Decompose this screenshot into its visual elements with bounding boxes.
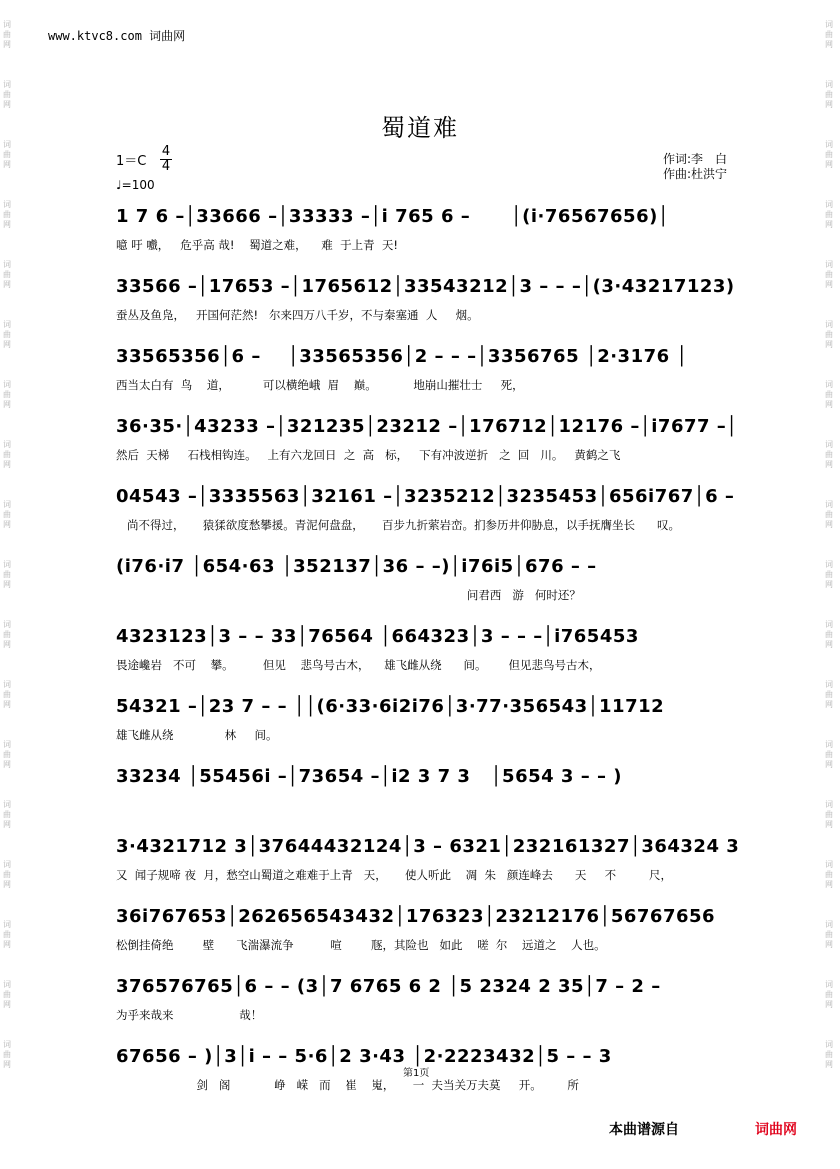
watermark-glyph: 曲 [3,30,11,39]
watermark-text [3,200,15,260]
watermark-glyph: 词 [3,380,11,389]
watermark-glyph: 曲 [825,930,833,939]
score-row [116,626,766,681]
watermark-glyph: 词 [3,740,11,749]
watermark-glyph: 网 [3,40,11,49]
watermark-glyph: 词 [3,500,11,509]
watermark-glyph: 曲 [825,330,833,339]
watermark-glyph: 网 [825,880,833,889]
lyrics-line: 畏途巉岩 不可 攀。 但见 悲鸟号古木， 雄飞雌从绕 间。 但见悲鸟号古木， [116,658,601,672]
watermark-glyph: 词 [825,200,833,209]
lyrics-line: 又 闻子规啼 夜 月，愁空山蜀道之难难于上青 天， 使人听此 凋 朱 颜连峰去 天 不 尺， [116,868,673,882]
watermark-glyph: 词 [825,620,833,629]
lyrics-line: 问君西 游 何时还？ [116,588,581,602]
watermark-text [825,260,837,320]
lyrics-line: 噫 吁 嚱， 危乎高 哉! 蜀道之难， 难 于上青 天! [116,238,399,252]
watermark-glyph: 词 [3,440,11,449]
lyrics-line: 尚不得过， 猿猱欲度愁攀援。青泥何盘盘， 百步九折萦岩峦。扪参历井仰胁息，以手抚膺坐长 叹。 [116,518,680,532]
score-row [116,906,766,961]
notation-line: (i76·i7 │654·63 │352137│36 – –)│i76i5│676 – – [116,556,597,577]
watermark-text [825,560,837,620]
watermark-glyph: 网 [3,220,11,229]
notation-line: 67656 – )│3│i – – 5·6│2 3·43 │2·2223432│5 – – 3 [116,1046,612,1067]
watermark-text [825,1040,837,1100]
watermark-glyph: 网 [825,640,833,649]
lyrics-line: 为乎来哉来 哉！ [116,1008,263,1022]
watermark-glyph: 词 [825,140,833,149]
watermark-glyph: 曲 [825,390,833,399]
watermark-glyph: 词 [3,80,11,89]
watermark-glyph: 词 [825,980,833,989]
watermark-glyph: 词 [825,680,833,689]
source-label: 本曲谱源自 [609,1122,679,1138]
watermark-glyph: 网 [3,580,11,589]
watermark-glyph: 网 [3,400,11,409]
watermark-text [825,680,837,740]
watermark-glyph: 词 [825,260,833,269]
watermark-text [3,800,15,860]
watermark-text [3,20,15,80]
time-signature-bottom: 4 [161,159,171,174]
watermark-text [3,320,15,380]
watermark-text [825,920,837,980]
watermark-glyph: 网 [825,340,833,349]
site-link[interactable]: www.ktvc8.com 词曲网 [48,29,186,43]
score-row [116,416,766,471]
watermark-glyph: 曲 [3,810,11,819]
watermark-text [825,500,837,560]
watermark-glyph: 曲 [3,510,11,519]
watermark-glyph: 曲 [825,90,833,99]
watermark-glyph: 词 [3,20,11,29]
watermark-glyph: 网 [3,880,11,889]
watermark-glyph: 曲 [825,870,833,879]
watermark-glyph: 网 [3,160,11,169]
watermark-glyph: 词 [3,1040,11,1049]
watermark-glyph: 曲 [825,270,833,279]
watermark-text [3,380,15,440]
watermark-glyph: 词 [3,680,11,689]
watermark-glyph: 词 [825,800,833,809]
watermark-glyph: 词 [825,920,833,929]
watermark-text [3,1040,15,1100]
watermark-text [825,380,837,440]
score-row [116,556,766,611]
watermark-glyph: 曲 [3,90,11,99]
watermark-glyph: 曲 [825,990,833,999]
watermark-glyph: 网 [3,940,11,949]
watermark-glyph: 网 [3,460,11,469]
watermark-glyph: 网 [3,520,11,529]
watermark-text [3,980,15,1040]
tempo-marking: ♩=100 [116,178,155,192]
watermark-glyph: 网 [3,640,11,649]
composer: 作曲:杜洪宁 [663,167,728,181]
watermark-text [3,860,15,920]
notation-line: 36i767653│262656543432│176323│23212176│56767656 [116,906,716,927]
watermark-glyph: 曲 [825,690,833,699]
watermark-text [825,860,837,920]
score-row [116,346,766,401]
watermark-text [825,800,837,860]
watermark-glyph: 曲 [3,690,11,699]
watermark-text [3,920,15,980]
watermark-text [825,200,837,260]
score-row [116,766,766,821]
notation-line: 1 7 6 –│33666 –│33333 –│i 765 6 – │(i·76567656)│ [116,206,670,227]
watermark-glyph: 网 [825,760,833,769]
watermark-right-column [825,20,837,1100]
watermark-glyph: 网 [825,400,833,409]
watermark-text [825,740,837,800]
watermark-glyph: 词 [3,140,11,149]
watermark-glyph: 曲 [825,630,833,639]
score-row [116,976,766,1031]
watermark-text [825,320,837,380]
watermark-text [825,20,837,80]
watermark-glyph: 网 [3,280,11,289]
watermark-glyph: 词 [825,320,833,329]
score-row [116,696,766,751]
watermark-glyph: 曲 [3,570,11,579]
notation-line: 04543 –│3335563│32161 –│3235212│3235453│656i767│6 – [116,486,735,507]
notation-line: 33234 │55456i –│73654 –│i2 3 7 3 │5654 3 – – ) [116,766,622,787]
watermark-glyph: 曲 [3,210,11,219]
watermark-glyph: 曲 [3,870,11,879]
watermark-text [3,740,15,800]
notation-line: 376576765│6 – – (3│7 6765 6 2 │5 2324 2 35│7 – 2 – [116,976,661,997]
watermark-glyph: 词 [3,800,11,809]
watermark-glyph: 词 [825,20,833,29]
watermark-glyph: 网 [3,820,11,829]
watermark-glyph: 网 [825,700,833,709]
time-signature [160,145,172,174]
lyrics-line: 剑 阁 峥 嵘 而 崔 嵬， 一 夫当关万夫莫 开。 所 [116,1078,579,1092]
notation-line: 33565356│6 – │33565356│2 – – –│3356765 │2·3176 │ [116,346,688,367]
watermark-glyph: 词 [825,380,833,389]
watermark-glyph: 词 [825,500,833,509]
watermark-glyph: 曲 [825,450,833,459]
watermark-glyph: 曲 [825,30,833,39]
watermark-text [3,500,15,560]
score-row [116,206,766,261]
watermark-glyph: 曲 [825,510,833,519]
watermark-glyph: 网 [825,460,833,469]
watermark-glyph: 网 [3,340,11,349]
watermark-text [825,980,837,1040]
lyrics-line: 然后 天梯 石栈相钩连。 上有六龙回日 之 高 标， 下有冲波逆折 之 回 川。 黄鹤之飞 [116,448,621,462]
watermark-glyph: 词 [3,260,11,269]
watermark-left-column [3,20,15,1100]
watermark-glyph: 词 [825,440,833,449]
time-signature-top: 4 [161,144,171,159]
credits [663,152,727,182]
watermark-glyph: 词 [3,920,11,929]
watermark-text [3,560,15,620]
watermark-glyph: 曲 [825,750,833,759]
watermark-glyph: 曲 [3,330,11,339]
watermark-glyph: 词 [3,860,11,869]
score-row [116,836,766,891]
watermark-glyph: 曲 [3,390,11,399]
watermark-text [3,440,15,500]
key-signature [116,144,171,174]
song-title: 蜀道难 [381,114,459,142]
watermark-glyph: 网 [3,1000,11,1009]
notation-line: 54321 –│23 7 – – ││(6·33·6i2i76│3·77·356543│11712 [116,696,665,717]
watermark-glyph: 网 [825,580,833,589]
source-site-link[interactable]: 词曲网 [755,1122,797,1138]
watermark-text [3,260,15,320]
watermark-text [3,140,15,200]
watermark-glyph: 网 [825,820,833,829]
watermark-text [825,620,837,680]
watermark-glyph: 词 [825,560,833,569]
watermark-glyph: 曲 [3,150,11,159]
watermark-glyph: 网 [825,520,833,529]
watermark-glyph: 词 [825,80,833,89]
watermark-glyph: 词 [825,1040,833,1049]
watermark-glyph: 曲 [3,630,11,639]
lyrics-line: 松倒挂倚绝 壁 飞湍瀑流争 喧 豗，其险也 如此 嗟 尔 远道之 人也。 [116,938,606,952]
watermark-glyph: 曲 [825,210,833,219]
watermark-text [3,620,15,680]
notation-line: 33566 –│17653 –│1765612│33543212│3 – – –│(3·43217123) [116,276,735,297]
watermark-glyph: 网 [825,220,833,229]
watermark-glyph: 词 [825,740,833,749]
watermark-glyph: 曲 [3,990,11,999]
lyrics-line: 雄飞雌从绕 林 间。 [116,728,278,742]
watermark-glyph: 网 [3,760,11,769]
notation-line: 3·4321712 3│37644432124│3 – 6321│232161327│364324 3 [116,836,740,857]
watermark-glyph: 曲 [3,270,11,279]
watermark-glyph: 网 [3,700,11,709]
watermark-text [825,440,837,500]
watermark-glyph: 词 [3,620,11,629]
lyrics-line: 西当太白有 鸟 道， 可以横绝峨 眉 巅。 地崩山摧壮士 死， [116,378,524,392]
watermark-glyph: 网 [825,940,833,949]
watermark-glyph: 网 [3,1060,11,1069]
watermark-glyph: 词 [3,200,11,209]
watermark-glyph: 网 [825,280,833,289]
watermark-text [825,140,837,200]
watermark-glyph: 曲 [3,930,11,939]
watermark-glyph: 词 [3,980,11,989]
watermark-glyph: 网 [3,100,11,109]
score-row [116,276,766,331]
notation-line: 4323123│3 – – 33│76564 │664323│3 – – –│i765453 [116,626,639,647]
watermark-glyph: 曲 [825,150,833,159]
watermark-glyph: 词 [3,560,11,569]
watermark-glyph: 网 [825,1060,833,1069]
score-row [116,486,766,541]
watermark-glyph: 曲 [3,450,11,459]
watermark-glyph: 曲 [825,810,833,819]
watermark-glyph: 曲 [825,570,833,579]
notation-line: 36·35·│43233 –│321235│23212 –│176712│12176 –│i7677 –│ [116,416,738,437]
watermark-glyph: 词 [825,860,833,869]
score-row [116,1046,766,1101]
watermark-glyph: 网 [825,40,833,49]
key-label: 1＝C [116,154,147,169]
watermark-glyph: 网 [825,100,833,109]
lyricist: 作词:李 白 [663,152,728,166]
watermark-glyph: 网 [825,1000,833,1009]
page-number: 第1页 [403,1068,430,1079]
lyrics-line: 蚕丛及鱼凫， 开国何茫然! 尔来四万八千岁，不与秦塞通 人 烟。 [116,308,479,322]
watermark-glyph: 曲 [3,1050,11,1059]
watermark-glyph: 网 [825,160,833,169]
watermark-glyph: 曲 [3,750,11,759]
watermark-glyph: 词 [3,320,11,329]
watermark-text [3,680,15,740]
watermark-glyph: 曲 [825,1050,833,1059]
